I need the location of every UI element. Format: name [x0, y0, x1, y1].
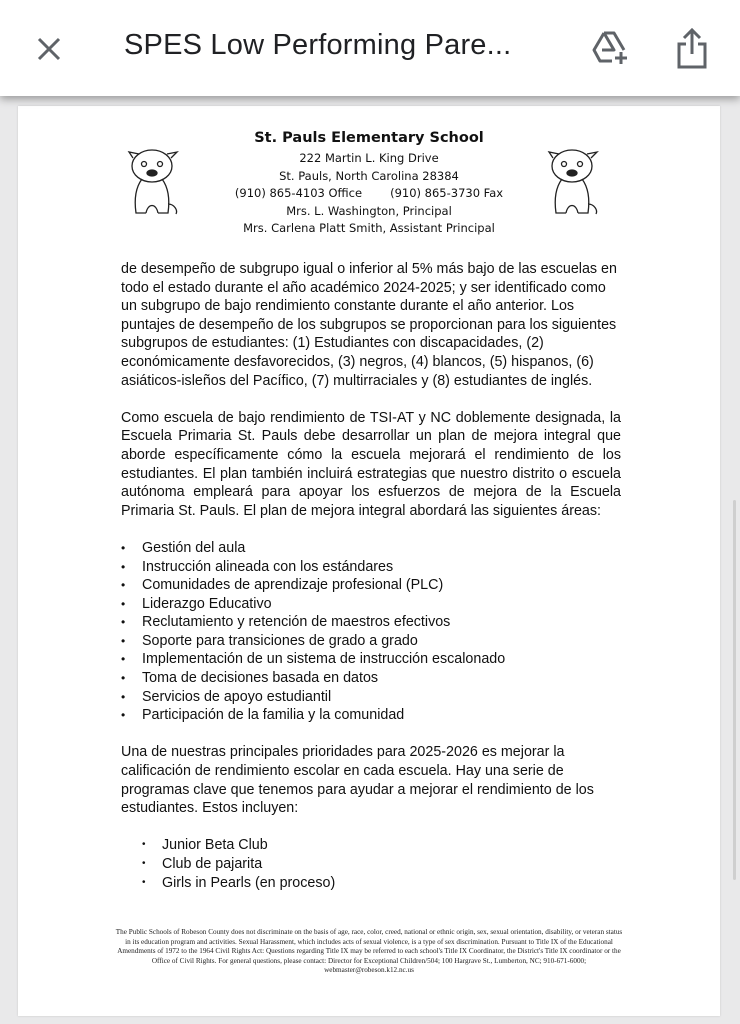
principal: Mrs. L. Washington, Principal	[286, 203, 452, 218]
document-page	[18, 106, 720, 1016]
paragraph: Una de nuestras principales prioridades para 2025-2026 es mejorar la calificación de rendimiento escolar en cada escuela. Hay una serie de programas clave que tenemos para ayudar a mejorar el rendimiento de los estudiantes. Estos incluyen:	[121, 744, 594, 817]
document-body	[121, 260, 621, 892]
programs-list	[121, 836, 621, 892]
scrollbar[interactable]	[733, 500, 736, 880]
list-item: • Club de pajarita	[142, 855, 621, 874]
school-name: St. Pauls Elementary School	[254, 130, 484, 146]
share-icon[interactable]	[676, 26, 708, 70]
list-item: • Instrucción alineada con los estándares	[121, 558, 621, 577]
top-app-bar	[0, 0, 740, 96]
list-item: • Implementación de un sistema de instrucción escalonado	[121, 650, 621, 669]
assistant-principal: Mrs. Carlena Platt Smith, Assistant Principal	[243, 221, 495, 235]
add-to-drive-icon[interactable]	[590, 30, 630, 66]
paragraph: Como escuela de bajo rendimiento de TSI-AT y NC doblemente designada, la Escuela Primaria St. Pauls debe desarrollar un plan de mejora integral que aborde específicamente cómo la escuela mejorará el rendimiento de los estudiantes. El plan también incluirá estrategias que nuestro distrito o escuela autónoma empleará para apoyar los esfuerzos de mejora de la Escuela Primaria St. Pauls. El plan de mejora integral abordará las siguientes áreas:	[121, 409, 621, 519]
list-item: • Comunidades de aprendizaje profesional (PLC)	[121, 576, 621, 595]
list-item: • Junior Beta Club	[142, 836, 621, 855]
list-item: • Participación de la familia y la comunidad	[121, 706, 621, 725]
address-line-2: St. Pauls, North Carolina 28384	[279, 168, 459, 183]
list-item: • Reclutamiento y retención de maestros efectivos	[121, 613, 621, 632]
list-item: • Toma de decisiones basada en datos	[121, 669, 621, 688]
paragraph: de desempeño de subgrupo igual o inferior al 5% más bajo de las escuelas en todo el estado durante el año académico 2024-2025; y ser identificado como un subgrupo de bajo rendimiento constante durante el año anterior. Los puntajes de desempeño de los subgrupos se proporcionan para los siguientes subgrupos de estudiantes: (1) Estudiantes con discapacidades, (2) económicamente desfavorecidos, (3) negros, (4) blancos, (5) hispanos, (6) asiáticos-isleños del Pacífico, (7) multirraciales y (8) estudiantes de inglés.	[121, 261, 617, 389]
list-item: • Liderazgo Educativo	[121, 595, 621, 614]
list-item: • Servicios de apoyo estudiantil	[121, 688, 621, 707]
address-line-1: 222 Martin L. King Drive	[299, 151, 439, 165]
document-title: SPES Low Performing Pare...	[124, 29, 512, 61]
improvement-areas-list	[121, 539, 621, 725]
list-item: • Gestión del aula	[121, 539, 621, 558]
office-phone: (910) 865-4103 Office	[234, 186, 363, 200]
list-item: • Soporte para transiciones de grado a grado	[121, 632, 621, 651]
letterhead	[18, 130, 720, 238]
nondiscrimination-footer: The Public Schools of Robeson County does not discriminate on the basis of age, race, color, creed, national or ethnic origin, sex, sexual orientation, disability, or veteran status in its education program and activities. Sexual Harassment, which includes acts of sexual violence, is a type of sex discrimination. Pursuant to Title IX of the Educational Amendments of 1972 to the 1964 Civil Rights Act: Questions regarding Title IX may be referred to each school's Title IX Coordinator, the District's Title IX coordinator or the Office of Civil Rights. For general questions, please contact: Director for Exceptional Children/504; 100 Hargrave St., Lumberton, NC; 910-671-6000; webmaster@robeson.k12.nc.us	[115, 928, 623, 975]
fax-number: (910) 865-3730 Fax	[390, 186, 504, 200]
list-item: • Girls in Pearls (en proceso)	[142, 874, 621, 893]
close-icon[interactable]	[34, 34, 64, 64]
